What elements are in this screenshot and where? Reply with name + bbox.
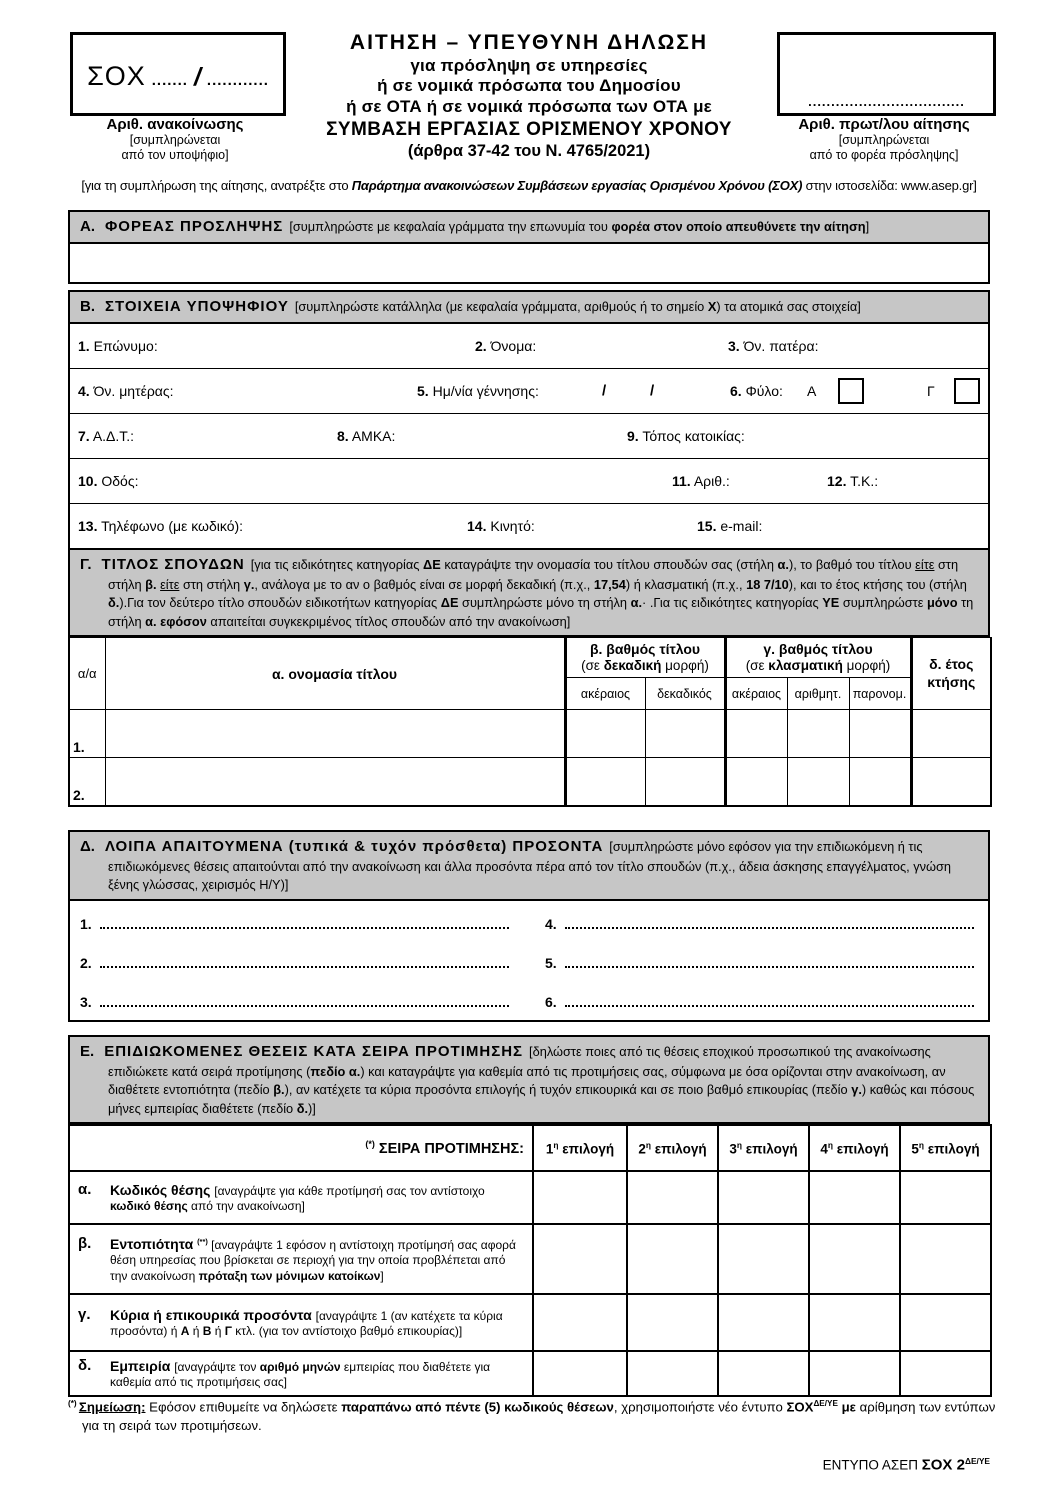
street-label: Οδός: — [101, 472, 139, 489]
field-9-num: 9. — [627, 427, 639, 444]
studies-row-2-denominator[interactable] — [849, 758, 911, 806]
main-qualifications-label: Κύρια ή επικουρικά προσόντα [αναγράψτε 1 (αν κατέχετε τα κύρια προσόντα) ή Α ή Β ή Γ κτλ. (για τον αντίστοιχο βαθμό επικουρίας)] — [110, 1306, 503, 1339]
section-d-header — [68, 830, 990, 901]
form-code-footer: ΕΝΤΥΠΟ ΑΣΕΠ ΣΟΧ $2^{\Delta E/\Upsilon E}$ — [822, 1456, 990, 1474]
studies-col-index: α/α — [69, 638, 105, 710]
experience-choice-5[interactable] — [900, 1351, 991, 1396]
field-2-num: 2. — [475, 337, 487, 354]
row-d-letter: δ. — [78, 1356, 92, 1374]
section-d-body — [68, 901, 990, 1022]
studies-col-year — [911, 638, 991, 710]
id-card-label: Α.Δ.Τ.: — [92, 427, 135, 444]
section-c-header — [68, 548, 990, 637]
field-15-num: 15. — [697, 517, 717, 534]
qualification-item-6-num: 6. — [545, 993, 557, 1010]
sex-female-label: Γ — [927, 382, 935, 399]
studies-row-1-title-cell[interactable] — [105, 710, 565, 758]
field-13-num: 13. — [78, 517, 98, 534]
firstname-label: Όνομα: — [490, 337, 537, 354]
section-a-hint: [συμπληρώστε με κεφαλαία γράμματα την επωνυμία του φορέα στον οποίο απευθύνετε την αίτηση] — [289, 219, 870, 234]
announcement-number-caption — [55, 116, 295, 162]
candidate-row-5[interactable] — [70, 503, 988, 548]
main-qualifications-choice-2[interactable] — [627, 1294, 718, 1351]
studies-row-1-denominator[interactable] — [849, 710, 911, 758]
protocol-number-caption — [762, 116, 1006, 162]
section-c-letter: Γ. — [80, 556, 92, 573]
main-qualifications-row — [69, 1294, 991, 1351]
section-e-hint: [δηλώστε ποιες από τις θέσεις εποχικού προσωπικού της ανακοίνωσης επιδιώκετε κατά σειρά προτίμησης (πεδίο α.) και καταγράψτε για καθεμία από τις προτιμήσεις σας, σύμφωνα με όσα ορίζονται στην ανακοίνωση, αν διαθέτετε εντοπιότητα (πεδίο β.), αν κατέχετε τα κύρια προσόντα επιλογής ή τυχόν επικουρικά και σε ποιο βαθμό επικουρίας (πεδίο γ.) καθώς και πόσους μήνες εμπειρίας διαθέτετε (πεδίο δ.)] — [108, 1044, 975, 1116]
section-d-hint: [συμπληρώστε μόνο εφόσον για την επιδιωκόμενη ή τις επιδιωκόμενες θέσεις απαιτούνται από την ανακοίνωση και άλλα προσόντα πέρα από τον τίτλο σπουδών (π.χ., άδεια άσκησης επαγγέλματος, γνώση ξένης γλώσσας, χειρισμός Η/Υ)] — [108, 839, 952, 893]
studies-row-2-title-cell[interactable] — [105, 758, 565, 806]
form-subtitle-2: ή σε νομικά πρόσωπα του Δημοσίου — [377, 76, 681, 96]
candidate-row-1[interactable] — [70, 324, 988, 368]
preferences-table — [68, 1124, 992, 1397]
studies-row-2-int-frac[interactable] — [725, 758, 787, 806]
filling-instruction-line: [για τη συμπλήρωση της αίτησης, ανατρέξτε στο Παράρτημα ανακοινώσεων Συμβάσεων εργασίας Ορισμένου Χρόνου (ΣΟΧ) στην ιστοσελίδα: www.asep.gr] — [81, 178, 977, 193]
sox-number-line — [73, 35, 283, 113]
birthdate-slash-2: / — [650, 382, 655, 400]
sox-slash: / — [193, 63, 201, 91]
locality-choice-3[interactable] — [718, 1224, 809, 1294]
locality-choice-4[interactable] — [809, 1224, 900, 1294]
field-3-num: 3. — [728, 337, 740, 354]
protocol-dots-line: .................................. — [808, 94, 965, 109]
announcement-caption-bold: Αριθ. ανακοίνωσης — [106, 116, 244, 133]
sox-dots-1: ....... — [151, 72, 188, 89]
qualification-item-2-line[interactable] — [100, 954, 509, 968]
hiring-agency-input-area[interactable] — [68, 244, 990, 284]
section-b-hint: [συμπληρώστε κατάλληλα (με κεφαλαία γράμματα, αριθμούς ή το σημείο Χ) τα ατομικά σας στοιχεία] — [294, 299, 861, 314]
studies-group-fraction-title: γ. βαθμός τίτλου — [763, 641, 873, 658]
qualification-item-5-num: 5. — [545, 954, 557, 971]
choice-2-header: $2^\eta$ επιλογή — [627, 1125, 718, 1171]
studies-group-decimal-title: β. βαθμός τίτλου — [589, 641, 701, 658]
section-e — [68, 1035, 990, 1397]
section-b-title: ΣΤΟΙΧΕΙΑ ΥΠΟΨΗΦΙΟΥ — [105, 298, 289, 315]
form-contract-line: ΣΥΜΒΑΣΗ ΕΡΓΑΣΙΑΣ ΟΡΙΣΜΕΝΟΥ ΧΡΟΝΟΥ — [326, 118, 732, 140]
mobile-label: Κινητό: — [490, 517, 535, 534]
field-14-num: 14. — [467, 517, 487, 534]
sex-label: Φύλο: — [745, 382, 783, 399]
locality-row — [69, 1224, 991, 1294]
street-number-label: Αριθ.: — [693, 472, 730, 489]
field-7-num: 7. — [78, 427, 90, 444]
section-e-header — [68, 1035, 990, 1124]
qualification-item-6[interactable] — [545, 993, 976, 1010]
sox-label: ΣΟΧ — [87, 61, 146, 91]
section-a-header — [68, 210, 990, 244]
father-name-label: Όν. πατέρα: — [743, 337, 819, 354]
studies-group-decimal — [565, 638, 725, 678]
position-code-choice-4[interactable] — [809, 1171, 900, 1224]
experience-label: Εμπειρία [αναγράψτε τον αριθμό μηνών εμπειρίας που διαθέτετε για καθεμία από τις προτιμήσεις σας] — [110, 1357, 491, 1390]
locality-label: Εντοπιότητα (**) [αναγράψτε 1 εφόσον η αντίστοιχη προτίμησή σας αφορά θέση υπηρεσίας που βρίσκεται σε περιοχή για την οποία προβλέπεται από την ανακοίνωση πρόταξη των μόνιμων κατοίκων] — [110, 1235, 516, 1283]
row-c-letter: γ. — [78, 1305, 91, 1323]
studies-row-2-numerator[interactable] — [787, 758, 849, 806]
qualification-item-1-num: 1. — [80, 915, 92, 932]
locality-choice-5[interactable] — [900, 1224, 991, 1294]
row-b-letter: β. — [78, 1234, 92, 1252]
studies-row-1-num: 1. — [69, 710, 105, 758]
qualification-item-3[interactable] — [80, 993, 511, 1010]
locality-choice-2[interactable] — [627, 1224, 718, 1294]
main-qualifications-choice-4[interactable] — [809, 1294, 900, 1351]
announcement-number-box[interactable] — [70, 32, 286, 116]
section-d — [68, 830, 990, 1022]
experience-choice-1[interactable] — [533, 1351, 627, 1396]
protocol-caption-line1: [συμπληρώνεται — [838, 133, 930, 148]
main-qualifications-choice-5[interactable] — [900, 1294, 991, 1351]
position-code-choice-2[interactable] — [627, 1171, 718, 1224]
form-law-line: (άρθρα 37-42 του Ν. 4765/2021) — [407, 141, 651, 160]
studies-subcol-decimal: δεκαδικός — [645, 678, 725, 710]
amka-label: ΑΜΚΑ: — [351, 427, 396, 444]
studies-col-year-line2: κτήσης — [927, 673, 976, 690]
qualification-item-4-line[interactable] — [565, 915, 974, 929]
field-6-num: 6. — [730, 382, 742, 399]
phone-label: Τηλέφωνο (με κωδικό): — [101, 517, 244, 534]
section-b — [68, 290, 990, 550]
position-code-label: Κωδικός θέσης [αναγράψτε για κάθε προτίμησή σας τον αντίστοιχο κωδικό θέσης από την ανακοίνωση] — [110, 1181, 485, 1214]
field-5-num: 5. — [417, 382, 429, 399]
section-a-title: ΦΟΡΕΑΣ ΠΡΟΣΛΗΨΗΣ — [105, 218, 284, 235]
field-12-num: 12. — [827, 472, 847, 489]
field-8-num: 8. — [337, 427, 349, 444]
protocol-number-box[interactable] — [777, 32, 996, 116]
field-4-num: 4. — [78, 382, 90, 399]
field-10-num: 10. — [78, 472, 98, 489]
main-qualifications-choice-3[interactable] — [718, 1294, 809, 1351]
studies-group-fraction-sub: (σε κλασματική μορφή) — [745, 658, 891, 674]
experience-choice-2[interactable] — [627, 1351, 718, 1396]
preference-order-label: (*) ΣΕΙΡΑ ΠΡΟΤΙΜΗΣΗΣ: — [69, 1125, 533, 1171]
position-code-choice-3[interactable] — [718, 1171, 809, 1224]
section-a-letter: Α. — [80, 218, 95, 235]
studies-row-2-int-dec[interactable] — [565, 758, 645, 806]
field-11-num: 11. — [672, 472, 691, 489]
qualification-item-3-num: 3. — [80, 993, 92, 1010]
section-b-body — [68, 324, 990, 550]
qualification-item-6-line[interactable] — [565, 993, 974, 1007]
section-b-header — [68, 290, 990, 324]
studies-group-decimal-sub: (σε δεκαδική μορφή) — [581, 658, 709, 674]
sex-male-label: Α — [807, 382, 817, 399]
protocol-caption-line2: από το φορέα πρόσληψης] — [809, 147, 959, 162]
qualification-item-1-line[interactable] — [100, 915, 509, 929]
section-d-title: ΛΟΙΠΑ ΑΠΑΙΤΟΥΜΕΝΑ (τυπικά & τυχόν πρόσθετα) ΠΡΟΣΟΝΤΑ — [104, 838, 604, 855]
form-subtitle-1: για πρόσληψη σε υπηρεσίες — [410, 55, 648, 75]
studies-col-year-line1: δ. έτος — [929, 656, 974, 673]
studies-row-1-dec[interactable] — [645, 710, 725, 758]
sex-male-checkbox[interactable] — [838, 378, 864, 404]
form-title: ΑΙΤΗΣΗ – ΥΠΕΥΘΥΝΗ ΔΗΛΩΣΗ — [349, 31, 709, 54]
candidate-row-3[interactable] — [70, 413, 988, 458]
birthdate-label: Ημ/νία γέννησης: — [432, 382, 539, 399]
qualification-item-2[interactable] — [80, 954, 511, 971]
email-label: e-mail: — [720, 517, 763, 534]
studies-row-1-numerator[interactable] — [787, 710, 849, 758]
studies-row-2-dec[interactable] — [645, 758, 725, 806]
position-code-choice-5[interactable] — [900, 1171, 991, 1224]
position-code-row — [69, 1171, 991, 1224]
qualification-item-4[interactable] — [545, 915, 976, 932]
main-qualifications-choice-1[interactable] — [533, 1294, 627, 1351]
protocol-caption-bold: Αριθ. πρωτ/λου αίτησης — [798, 116, 970, 133]
choice-3-header: $3^\eta$ επιλογή — [718, 1125, 809, 1171]
residence-label: Τόπος κατοικίας: — [642, 427, 745, 444]
section-c-title: ΤΙΤΛΟΣ ΣΠΟΥΔΩΝ — [101, 556, 245, 573]
studies-row-2-year[interactable] — [911, 758, 991, 806]
candidate-row-4[interactable] — [70, 458, 988, 503]
row-a-letter: α. — [78, 1180, 92, 1198]
choice-4-header: $4^\eta$ επιλογή — [809, 1125, 900, 1171]
birthdate-slash-1: / — [602, 382, 607, 400]
position-code-choice-1[interactable] — [533, 1171, 627, 1224]
studies-table — [68, 637, 992, 807]
qualification-item-5[interactable] — [545, 954, 976, 971]
studies-subcol-integer-dec: ακέραιος — [565, 678, 645, 710]
field-1-num: 1. — [78, 337, 90, 354]
qualification-item-2-num: 2. — [80, 954, 92, 971]
studies-row-1-year[interactable] — [911, 710, 991, 758]
studies-row-2-num: 2. — [69, 758, 105, 806]
studies-group-fraction — [725, 638, 911, 678]
qualification-item-3-line[interactable] — [100, 993, 509, 1007]
form-title-block — [285, 30, 773, 161]
studies-subcol-numerator: αριθμητ. — [787, 678, 849, 710]
section-b-letter: Β. — [80, 298, 95, 315]
choice-1-header: $1^\eta$ επιλογή — [533, 1125, 627, 1171]
qualification-item-1[interactable] — [80, 915, 511, 932]
section-e-letter: Ε. — [80, 1043, 95, 1060]
section-c-hint: [για τις ειδικότητες κατηγορίας ΔΕ καταγράψτε την ονομασία του τίτλου σπουδών σας (στήλη α.), το βαθμό του τίτλου είτε στη στήλη β. είτε στη στήλη γ., ανάλογα με το αν ο βαθμός είναι σε μορφή δεκαδική (π.χ., 17,54) ή κλασματική (π.χ., 18 7/10), και το έτος κτήσης του (στήλη δ.).Για τον δεύτερο τίτλο σπουδών ειδικοτήτων κατηγορίας ΔΕ συμπληρώστε μόνο τη στήλη α.· .Για τις ειδικότητες κατηγορίας ΥΕ συμπληρώστε μόνο τη στήλη α. εφόσον απαιτείται συγκεκριμένος τίτλος σπουδών από την ανακοίνωση] — [108, 557, 974, 629]
section-d-letter: Δ. — [80, 838, 95, 855]
choice-5-header: $5^\eta$ επιλογή — [900, 1125, 991, 1171]
experience-row — [69, 1351, 991, 1396]
footnote: (*) Σημείωση: Εφόσον επιθυμείτε να δηλώσετε παραπάνω από πέντε (5) κωδικούς θέσεων, χρησιμοποιήστε νέο έντυπο $\Sigma OX^{\Delta E/\Upsilon E}$ με αρίθμηση των εντύπων για τη σειρά των προτιμήσεων. — [68, 1399, 996, 1433]
qualification-item-4-num: 4. — [545, 915, 557, 932]
announcement-caption-line2: από τον υποψήφιο] — [121, 147, 229, 162]
experience-choice-4[interactable] — [809, 1351, 900, 1396]
sox-dots-2: ............ — [206, 72, 269, 89]
qualification-item-5-line[interactable] — [565, 954, 974, 968]
locality-choice-1[interactable] — [533, 1224, 627, 1294]
postal-code-label: Τ.Κ.: — [850, 472, 879, 489]
announcement-caption-line1: [συμπληρώνεται — [129, 133, 221, 148]
section-a — [68, 210, 990, 284]
form-subtitle-3: ή σε ΟΤΑ ή σε νομικά πρόσωπα των ΟΤΑ με — [346, 97, 712, 117]
studies-row-1-int-dec[interactable] — [565, 710, 645, 758]
sex-female-checkbox[interactable] — [954, 378, 980, 404]
studies-subcol-denominator: παρονομ. — [849, 678, 911, 710]
candidate-row-2[interactable] — [70, 368, 988, 413]
studies-row-1 — [69, 710, 991, 758]
mother-name-label: Όν. μητέρας: — [93, 382, 174, 399]
studies-row-2 — [69, 758, 991, 806]
section-e-title: ΕΠΙΔΙΩΚΟΜΕΝΕΣ ΘΕΣΕΙΣ ΚΑΤΑ ΣΕΙΡΑ ΠΡΟΤΙΜΗΣΗΣ — [104, 1043, 524, 1060]
studies-row-1-int-frac[interactable] — [725, 710, 787, 758]
surname-label: Επώνυμο: — [93, 337, 158, 354]
studies-col-title-name: α. ονομασία τίτλου — [105, 638, 565, 710]
experience-choice-3[interactable] — [718, 1351, 809, 1396]
section-c — [68, 548, 990, 807]
studies-subcol-integer-frac: ακέραιος — [725, 678, 787, 710]
